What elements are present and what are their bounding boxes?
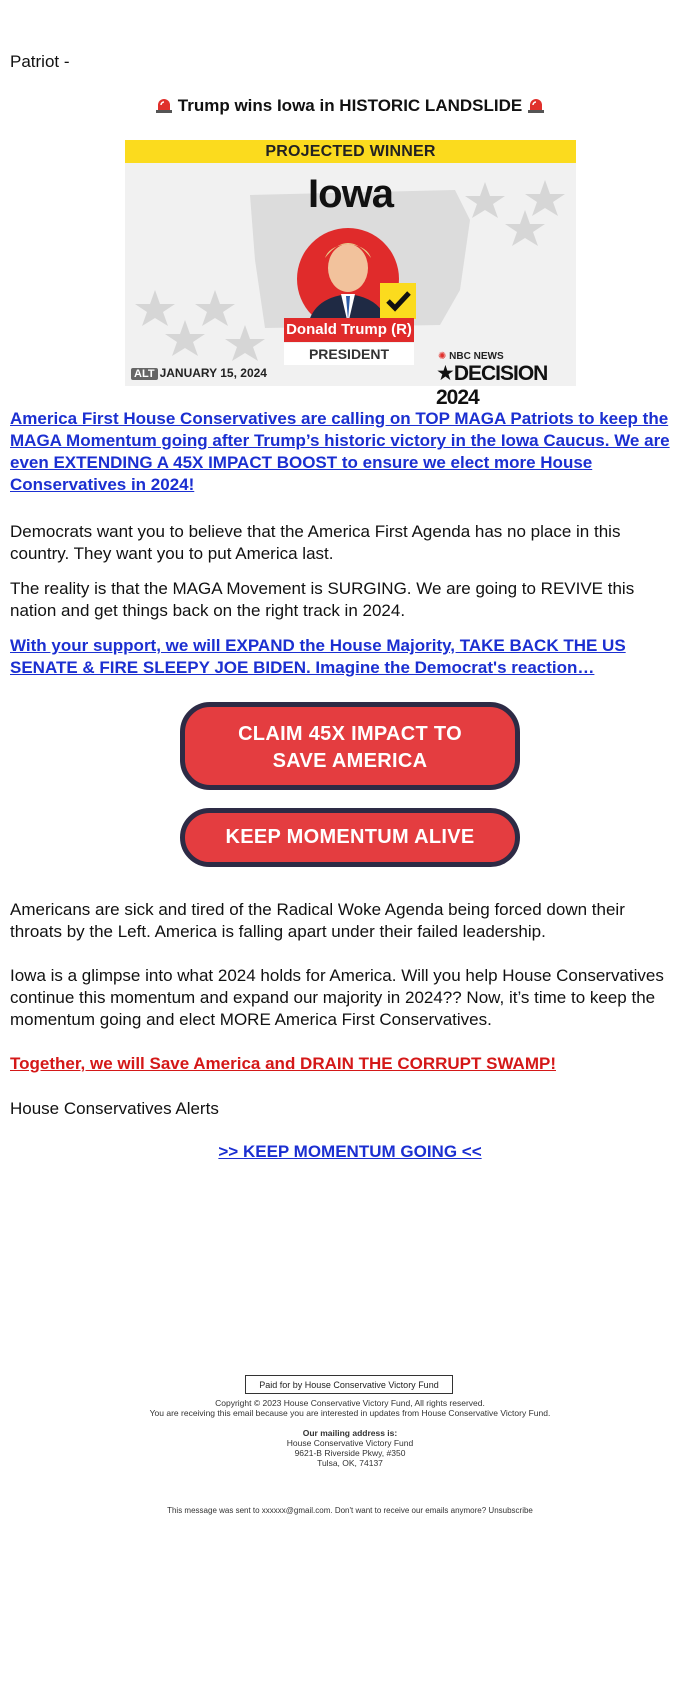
footer-sent-to[interactable]: This message was sent to xxxxxx@gmail.com. Don't want to receive our emails anymore? Unsubscribe (167, 1506, 533, 1515)
signoff: House Conservatives Alerts (10, 1099, 219, 1118)
star-icon: ★ (436, 362, 454, 385)
intro-link-text[interactable]: America First House Conservatives are calling on TOP MAGA Patriots to keep the MAGA Momentum going after Trump’s historic victory in the Iowa Caucus. We are even EXTENDING A 45X IMPACT BOOST to ensure we elect more House Conservatives in 2024! (10, 409, 670, 494)
candidate-name: Donald Trump (R) (284, 318, 414, 342)
paragraph-democrats: Democrats want you to believe that the America First Agenda has no place in this country. They want you to put America last. (10, 522, 621, 563)
peacock-icon: ✺ (438, 351, 447, 362)
state-name: Iowa (308, 172, 393, 216)
claim-impact-button[interactable]: CLAIM 45X IMPACT TO SAVE AMERICA (180, 702, 520, 790)
siren-icon (527, 97, 545, 113)
siren-icon (155, 97, 173, 113)
office-label: PRESIDENT (284, 343, 414, 365)
keep-momentum-going-link[interactable]: >> KEEP MOMENTUM GOING << (218, 1142, 482, 1161)
decision-logo (436, 361, 576, 410)
projected-winner-banner: PROJECTED WINNER (125, 140, 576, 163)
keep-going-link-wrap (0, 1142, 700, 1162)
date-text: JANUARY 15, 2024 (159, 366, 267, 380)
paragraph-woke-agenda: Americans are sick and tired of the Radical Woke Agenda being forced down their throats by the Left. America is falling apart under their failed leadership. (10, 900, 625, 941)
footer-city: Tulsa, OK, 74137 (317, 1458, 383, 1468)
hero-image[interactable] (125, 140, 576, 409)
hero-date (131, 366, 267, 380)
support-link-text[interactable]: With your support, we will EXPAND the House Majority, TAKE BACK THE US SENATE & FIRE SLEEPY JOE BIDEN. Imagine the Democrat's reaction… (10, 636, 626, 677)
greeting: Patriot - (10, 52, 70, 71)
footer-copyright: Copyright © 2023 House Conservative Victory Fund, All rights reserved. (215, 1398, 485, 1408)
check-icon (380, 283, 416, 319)
headline-text: Trump wins Iowa in HISTORIC LANDSLIDE (177, 96, 523, 115)
intro-link[interactable] (10, 408, 680, 496)
footer-mailing-label: Our mailing address is: (302, 1428, 398, 1438)
paid-for-box: Paid for by House Conservative Victory Fund (245, 1375, 453, 1394)
network-name: NBC NEWS (449, 351, 504, 362)
keep-momentum-alive-button[interactable]: KEEP MOMENTUM ALIVE (180, 808, 520, 867)
footer-receiving: You are receiving this email because you are interested in updates from House Conservative Victory Fund. (149, 1408, 551, 1418)
alt-badge[interactable]: ALT (131, 368, 158, 380)
paragraph-reality: The reality is that the MAGA Movement is SURGING. We are going to REVIVE this nation and get things back on the right track in 2024. (10, 579, 635, 620)
swamp-link-text[interactable]: Together, we will Save America and DRAIN THE CORRUPT SWAMP! (10, 1054, 556, 1073)
swamp-link[interactable] (10, 1053, 680, 1075)
decision-text: DECISION 2024 (436, 362, 548, 409)
support-link[interactable] (10, 635, 680, 679)
footer-org: House Conservative Victory Fund (286, 1438, 414, 1448)
paragraph-iowa: Iowa is a glimpse into what 2024 holds for America. Will you help House Conservatives continue this momentum and expand our majority in 2024?? Now, it’s time to keep the momentum going and elect MORE America First Conservatives. (10, 966, 664, 1029)
headline (0, 96, 700, 116)
footer-street: 9621-B Riverside Pkwy, #350 (294, 1448, 406, 1458)
